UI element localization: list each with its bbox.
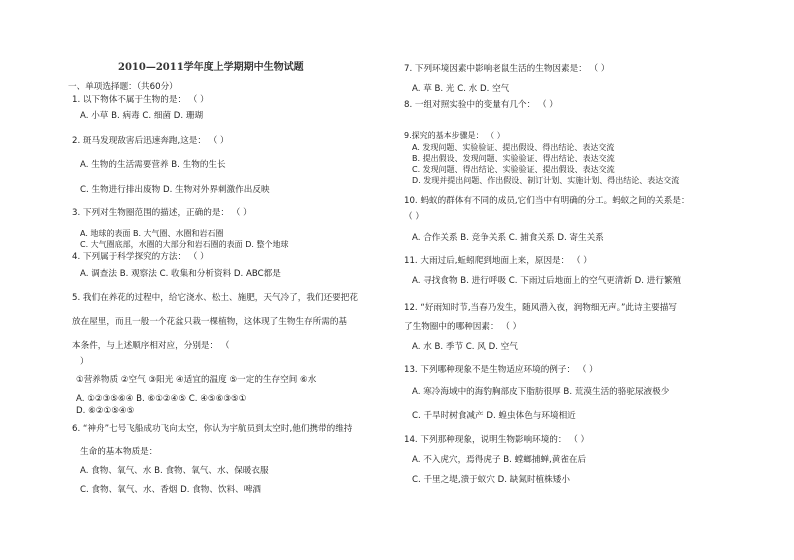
left-text-line: 4. 下列属于科学探究的方法： （ ） — [72, 252, 209, 262]
right-text-line: 10. 蚂蚁的群体有不同的成员,它们当中有明确的分工。蚂蚁之间的关系是： — [404, 196, 690, 206]
right-text-line: A. 寒冷海域中的海豹胸部皮下脂肪很厚 B. 荒漠生活的骆驼尿液极少 — [412, 387, 670, 397]
left-text-line: A. 小草 B. 病毒 C. 细菌 D. 珊瑚 — [80, 111, 204, 121]
right-text-line: 7. 下列环境因素中影响老鼠生活的生物因素是： （ ） — [404, 64, 610, 74]
left-text-line: 6. “神舟”七号飞船成功飞向太空，你认为宇航员到太空时,他们携带的维持 — [72, 424, 353, 434]
right-text-line: C. 千里之堤,溃于蚁穴 D. 缺氮时植株矮小 — [412, 475, 570, 485]
right-text-line: 9.探究的基本步骤是： （ ） — [404, 131, 505, 140]
right-text-line: A. 不入虎穴，焉得虎子 B. 螳螂捕蝉,黄雀在后 — [412, 455, 587, 465]
right-text-line: C. 千旱时树食减产 D. 蝗虫体色与环境相近 — [412, 411, 576, 421]
right-text-line: 8. 一组对照实验中的变量有几个： （ ） — [404, 100, 558, 110]
left-text-line: C. 大气圈底部，水圈的大部分和岩石圈的表面 D. 整个地球 — [80, 240, 289, 249]
left-text-line: 3. 下列对生物圈范围的描述，正确的是： （ ） — [72, 208, 252, 218]
left-text-line: A. 调查法 B. 观察法 C. 收集和分析资料 D. ABC都是 — [80, 269, 281, 279]
right-text-line: B. 提出假设、发现问题、实验验证、得出结论、表达交流 — [412, 154, 615, 163]
left-text-line: 本条件，与上述顺序相对应，分别是： （ — [72, 341, 230, 351]
right-text-line: C. 发现问题、得出结论、实验验证、提出假设、表达交流 — [412, 165, 615, 174]
left-text-line: A. 生物的生活需要营养 B. 生物的生长 — [80, 160, 226, 170]
right-text-line: D. 发现并提出问题、作出假设、制订计划、实施计划、得出结论、表达交流 — [412, 176, 680, 185]
left-text-line: 2. 斑马发现敌害后迅速奔跑,这是： （ ） — [72, 136, 229, 146]
right-text-line: A. 发现问题、实验验证、提出假设、得出结论、表达交流 — [412, 143, 615, 152]
left-text-line: 放在屋里，而且一般一个花盆只栽一棵植物，这体现了生物生存所需的基 — [72, 317, 348, 327]
left-text-line: A. 地球的表面 B. 大气圈、水圈和岩石圈 — [80, 229, 224, 238]
right-text-line: （ ） — [404, 212, 424, 222]
left-text-line: ） — [80, 357, 89, 367]
right-text-line: 13. 下列哪种现象不是生物适应环境的例子： （ ） — [404, 365, 598, 375]
left-text-line: 生命的基本物质是： — [80, 447, 158, 457]
left-text-line: 5. 我们在养花的过程中，给它浇水、松土、施肥，天气冷了，我们还要把花 — [72, 293, 358, 303]
left-text-line: C. 食物、氧气、水、香烟 D. 食物、饮料、啤酒 — [80, 485, 261, 495]
left-text-line: A. ①②③⑤⑥④ B. ⑥①②④⑤ C. ④⑤⑥③⑤① — [76, 394, 247, 404]
right-text-line: 11. 大雨过后,蚯蚓爬到地面上来，原因是： （ ） — [404, 256, 592, 266]
right-text-line: 了生物圈中的哪种因素： （ ） — [404, 322, 522, 332]
right-text-line: A. 草 B. 光 C. 水 D. 空气 — [412, 84, 510, 94]
right-text-line: A. 合作关系 B. 竞争关系 C. 捕食关系 D. 寄生关系 — [412, 233, 604, 243]
right-text-line: A. 水 B. 季节 C. 风 D. 空气 — [412, 342, 518, 352]
left-text-line: ①营养物质 ②空气 ③阳光 ④适宜的温度 ⑤一定的生存空间 ⑥水 — [76, 375, 317, 385]
right-text-line: A. 寻找食物 B. 进行呼吸 C. 下雨过后地面上的空气更清新 D. 进行繁殖 — [412, 276, 682, 286]
left-text-line: D. ⑥②①⑤④⑤ — [76, 406, 135, 416]
left-text-line: A. 食物、氧气、水 B. 食物、氧气、水、保暖衣服 — [80, 466, 269, 476]
right-text-line: 14. 下列那种现象，说明生物影响环境的： （ ） — [404, 435, 590, 445]
left-text-line: 1. 以下物体不属于生物的是： （ ） — [72, 95, 209, 105]
left-text-line: 一、单项选择题：（共60分） — [68, 82, 178, 92]
left-text-line: C. 生物进行排出废物 D. 生物对外界刺激作出反映 — [80, 185, 270, 195]
exam-title: 2010—2011学年度上学期期中生物试题 — [118, 62, 304, 73]
right-text-line: 12. “好雨知时节,当春乃发生，随风潜入夜，润物细无声。”此诗主要描写 — [404, 303, 677, 313]
